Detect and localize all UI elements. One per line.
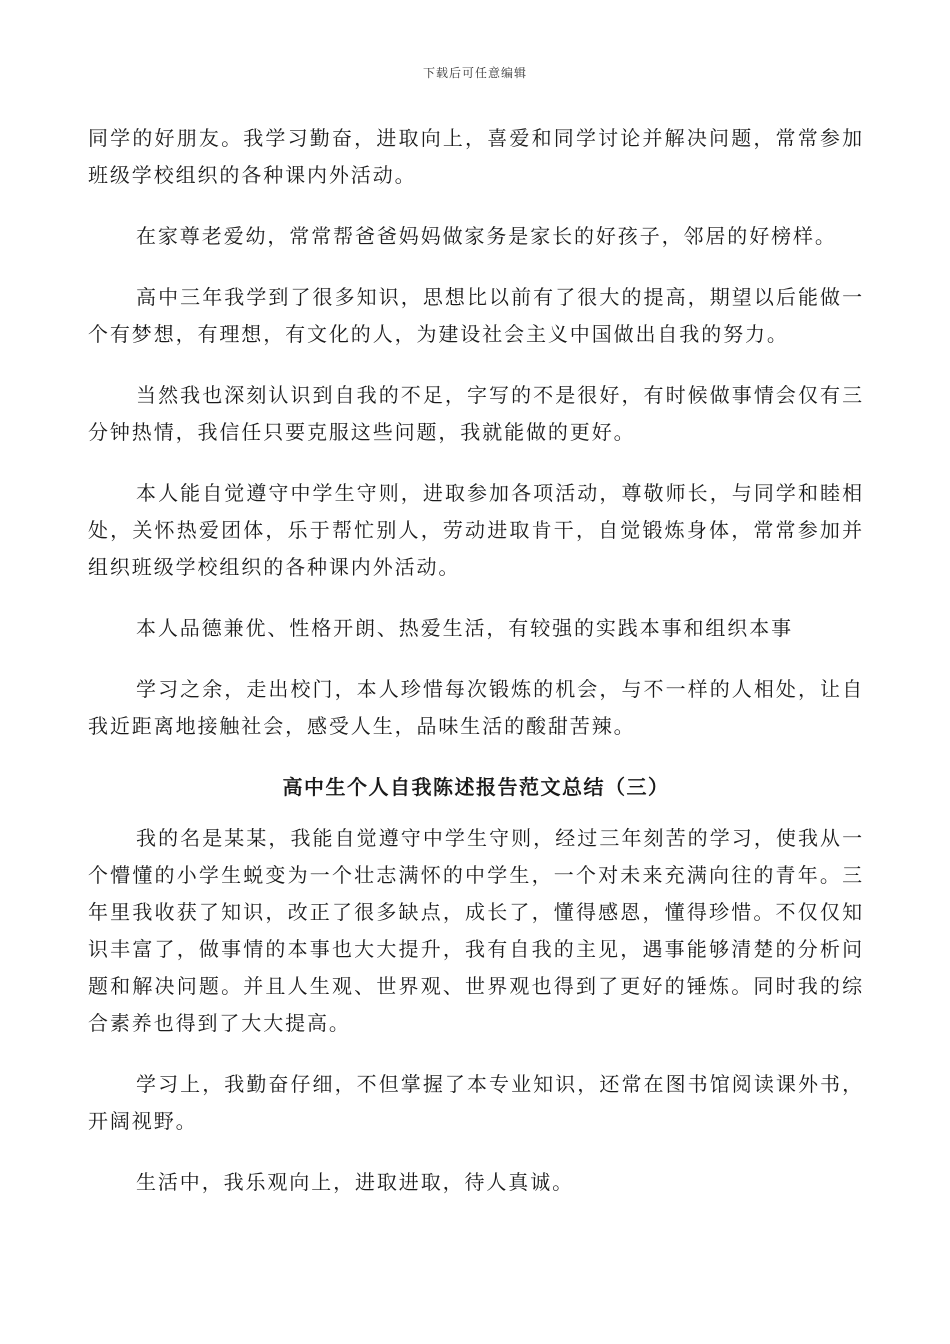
paragraph: 本人品德兼优、性格开朗、热爱生活，有较强的实践本事和组织本事 — [136, 616, 793, 640]
paragraph: 当然我也深刻认识到自我的不足，字写的不是很好，有时候做事情会仅有三分钟热情，我信任只要克服这些问题，我就能做的更好。 — [88, 383, 864, 444]
paragraph: 学习上，我勤奋仔细，不但掌握了本专业知识，还常在图书馆阅读课外书，开阔视野。 — [88, 1072, 864, 1133]
paragraph-continuation: 同学的好朋友。我学习勤奋，进取向上，喜爱和同学讨论并解决问题，常常参加班级学校组织的各种课内外活动。 — [88, 126, 864, 187]
page-header: 下载后可任意编辑 — [422, 66, 527, 80]
paragraph: 生活中，我乐观向上，进取进取，待人真诚。 — [136, 1170, 574, 1194]
paragraph: 本人能自觉遵守中学生守则，进取参加各项活动，尊敬师长，与同学和睦相处，关怀热爱团体，乐于帮忙别人，劳动进取肯干，自觉锻炼身体，常常参加并组织班级学校组织的各种课内外活动。 — [88, 481, 864, 579]
paragraph: 高中三年我学到了很多知识，思想比以前有了很大的提高，期望以后能做一个有梦想，有理想，有文化的人，为建设社会主义中国做出自我的努力。 — [88, 285, 864, 346]
paragraph: 在家尊老爱幼，常常帮爸爸妈妈做家务是家长的好孩子，邻居的好榜样。 — [136, 224, 837, 248]
paragraph: 我的名是某某，我能自觉遵守中学生守则，经过三年刻苦的学习，使我从一个懵懂的小学生蜕变为一个壮志满怀的中学生，一个对未来充满向往的青年。三年里我收获了知识，改正了很多缺点，成长了，懂得感恩，懂得珍惜。不仅仅知识丰富了，做事情的本事也大大提升，我有自我的主见，遇事能够清楚的分析问题和解决问题。并且人生观、世界观、世界观也得到了更好的锤炼。同时我的综合素养也得到了大大提高。 — [88, 826, 864, 1035]
paragraph: 学习之余，走出校门，本人珍惜每次锻炼的机会，与不一样的人相处，让自我近距离地接触社会，感受人生，品味生活的酸甜苦辣。 — [88, 677, 864, 738]
document-body — [88, 120, 864, 1225]
section-heading: 高中生个人自我陈述报告范文总结（三） — [282, 775, 670, 799]
